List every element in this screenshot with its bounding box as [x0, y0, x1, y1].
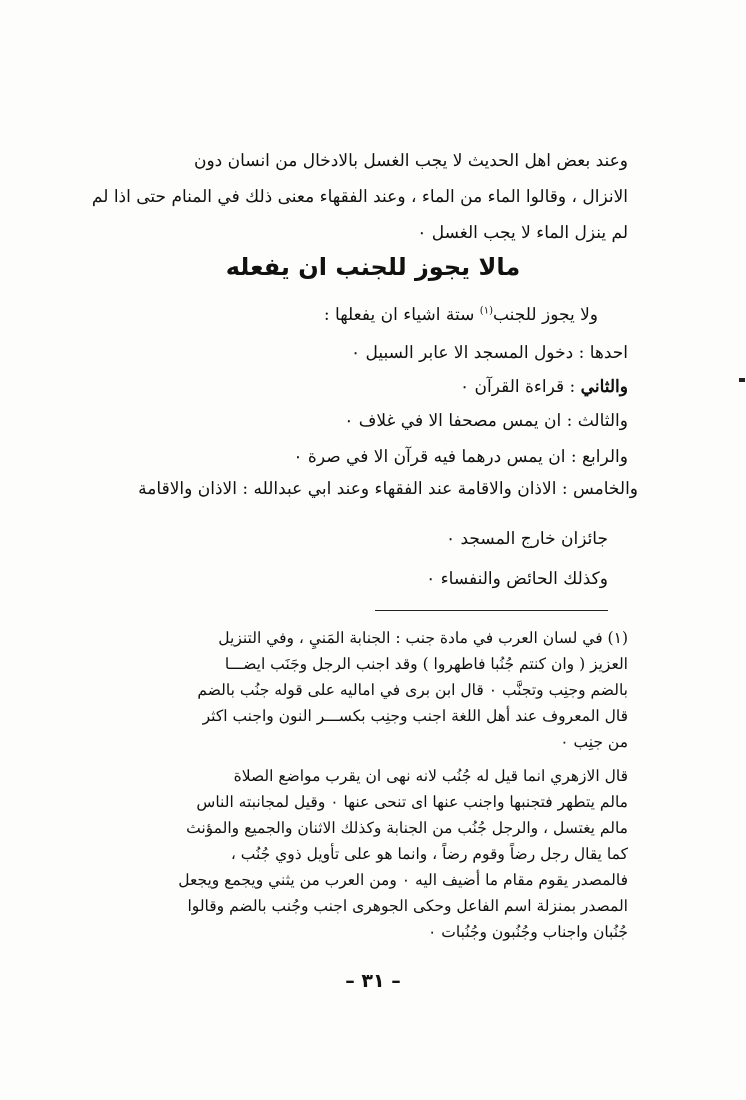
footnote-divider	[375, 610, 608, 611]
continuation-line: جائزان خارج المسجد ٠	[445, 529, 608, 549]
item-text: والرابع : ان يمس درهما فيه قرآن الا في صرة ٠	[293, 447, 628, 467]
item-text: والخامس : الاذان والاقامة عند الفقهاء وعند ابي عبدالله : الاذان والاقامة	[138, 479, 638, 499]
item-text: والثالث : ان يمس مصحفا الا في غلاف ٠	[344, 411, 628, 431]
footnote-line: بالضم وجنِب وتجنَّب ٠ قال ابن برى في اماليه على قوله جنُب بالضم	[197, 681, 628, 699]
footnote-line: العزيز ( وان كنتم جُنُبا فاطهروا ) وقد اجنب الرجل وجَنَب ايضـــا	[224, 655, 628, 673]
item-text: احدها : دخول المسجد الا عابر السبيل ٠	[350, 343, 628, 363]
list-item	[344, 410, 628, 432]
lead-text-before: ولا يجوز للجنب	[492, 305, 598, 325]
continuation-line: وكذلك الحائض والنفساء ٠	[426, 569, 608, 589]
item-label: والثاني	[580, 377, 628, 397]
footnote-line: قال الازهري انما قيل له جُنُب لانه نهى ان يقرب مواضع الصلاة	[233, 767, 628, 785]
page-number: – ٣١ –	[345, 970, 401, 992]
list-item	[138, 478, 638, 500]
list-item	[351, 342, 628, 364]
section-heading: مالا يجوز للجنب ان يفعله	[225, 253, 521, 281]
lead-text-after: ستة اشياء ان يفعلها :	[323, 305, 480, 325]
footnote-line: من جنِب ٠	[560, 733, 628, 751]
list-item	[293, 446, 628, 468]
footnote-line: مالم يتطهر فتجنبها واجنب عنها اى تنحى عنها ٠ وقيل لمجانبته الناس	[196, 793, 628, 811]
list-item	[460, 376, 628, 398]
footnote-marker: (١)	[479, 305, 493, 317]
lead-line	[324, 304, 598, 326]
footnote-line: كما يقال رجل رضاً وقوم رضاً ، وانما هو على تأويل ذوي جُنُب ،	[230, 845, 628, 863]
item-text: : قراءة القرآن ٠	[459, 377, 581, 397]
footnote-line: المصدر بمنزلة اسم الفاعل وحكى الجوهرى اجنب وجُنب بالضم وقالوا	[187, 897, 628, 915]
footnote-line: قال المعروف عند أهل اللغة اجنب وجنِب بكســـر النون واجنب اكثر	[202, 707, 628, 725]
footnote-line: جُنُبان واجناب وجُنُبون وجُنُبات ٠	[428, 923, 628, 941]
intro-line: الانزال ، وقالوا الماء من الماء ، وعند الفقهاء معنى ذلك في المنام حتى اذا لم	[91, 187, 628, 207]
footnote-line: فالمصدر يقوم مقام ما أضيف اليه ٠ ومن العرب من يثني ويجمع ويجعل	[178, 871, 628, 889]
intro-line: وعند بعض اهل الحديث لا يجب الغسل بالادخال من انسان دون	[193, 151, 628, 171]
scan-edge-mark	[739, 378, 745, 382]
footnote-line: مالم يغتسل ، والرجل جُنُب من الجنابة وكذلك الاثنان والجميع والمؤنث	[186, 819, 628, 837]
footnote-line: (١) في لسان العرب في مادة جنب : الجنابة المَنيِ ، وفي التنزيل	[218, 629, 628, 647]
intro-line: لم ينزل الماء لا يجب الغسل ٠	[417, 223, 628, 243]
